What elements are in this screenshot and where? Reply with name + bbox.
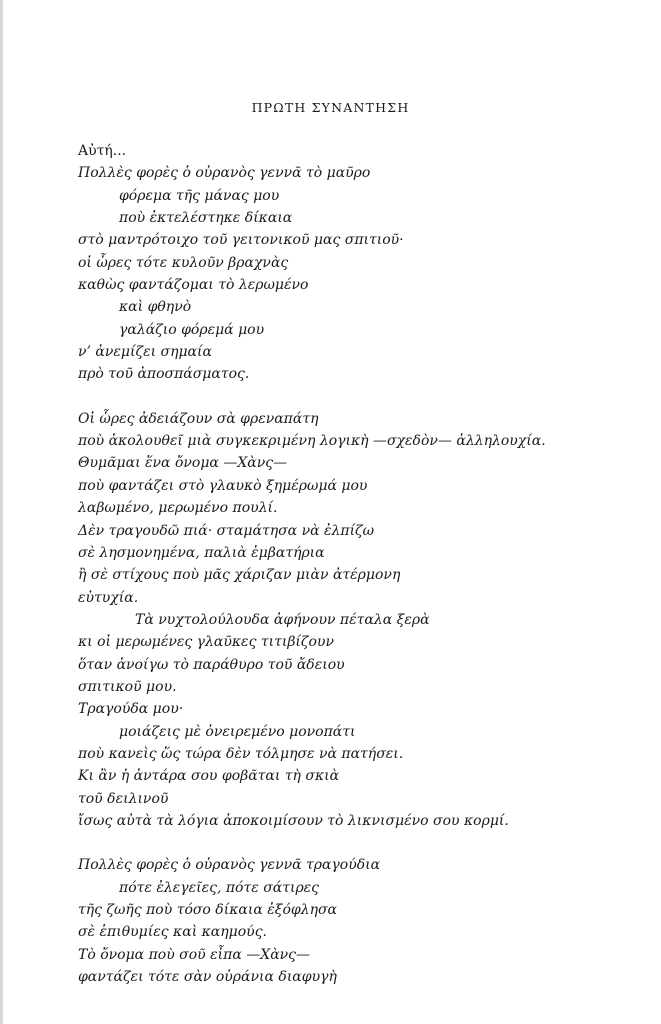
poem-line: κι οἱ μερωμένες γλαῦκες τιτιβίζουν (78, 634, 334, 651)
poem-line: καὶ φθηνὸ (119, 299, 192, 316)
stanza-break (78, 832, 638, 854)
poem-line: πρὸ τοῦ ἀποσπάσματος. (78, 366, 250, 383)
poem-line: Τραγούδα μου· (78, 701, 184, 718)
poem-line: στὸ μαντρότοιχο τοῦ γειτονικοῦ μας σπιτιοῦ· (78, 232, 404, 249)
poem-line: Αὐτή... (78, 143, 127, 159)
poem-line: Θυμᾶμαι ἕνα ὄνομα —Χὰνς— (78, 455, 288, 472)
poem-line: Δὲν τραγουδῶ πιά· σταμάτησα νὰ ἐλπίζω (78, 522, 375, 539)
poem-line: ἢ σὲ στίχους ποὺ μᾶς χάριζαν μιὰν ἀτέρμονη (78, 567, 401, 584)
poem-line: γαλάζιο φόρεμά μου (119, 321, 265, 338)
poem-line: φόρεμα τῆς μάνας μου (119, 187, 280, 204)
poem-line: σπιτικοῦ μου. (78, 678, 177, 695)
poem-line: ποὺ ἀκολουθεῖ μιὰ συγκεκριμένη λογικὴ —σχεδὸν— ἀλληλουχία. (78, 433, 546, 450)
stanza (78, 140, 638, 386)
poem-title: ΠΡΩΤΗ ΣΥΝΑΝΤΗΣΗ (251, 100, 410, 115)
poem-line: τοῦ δειλινοῦ (78, 790, 169, 807)
poem-line: ποὺ φαντάζει στὸ γλαυκὸ ξημέρωμά μου (78, 477, 368, 494)
poem-line: φαντάζει τότε σὰν οὐράνια διαφυγὴ (78, 969, 337, 986)
poem-body (78, 140, 638, 988)
poem-line: σὲ λησμονημένα, παλιὰ ἐμβατήρια (78, 544, 325, 561)
poem-line: καθὼς φαντάζομαι τὸ λερωμένο (78, 277, 309, 294)
poem-line: ν’ ἀνεμίζει σημαία (78, 344, 212, 361)
stanza (78, 408, 638, 833)
poem-line: ποὺ κανεὶς ὥς τώρα δὲν τόλμησε νὰ πατήσει. (78, 745, 404, 762)
poem-line: σὲ ἐπιθυμίες καὶ καημούς. (78, 924, 267, 941)
poem-line: ἴσως αὐτὰ τὰ λόγια ἀποκοιμίσουν τὸ λικνισμένο σου κορμί. (78, 812, 509, 829)
poem-line: ὅταν ἀνοίγω τὸ παράθυρο τοῦ ἄδειου (78, 656, 345, 673)
poem-line: Οἱ ὧρες ἀδειάζουν σὰ φρεναπάτη (78, 410, 319, 427)
poem-line: Πολλὲς φορὲς ὁ οὐρανὸς γεννᾶ τὸ μαῦρο (78, 165, 371, 182)
poem-line: Πολλὲς φορὲς ὁ οὐρανὸς γεννᾶ τραγούδια (78, 857, 381, 874)
poem-line: λαβωμένο, μερωμένο πουλί. (78, 500, 278, 517)
poem-line: τῆς ζωῆς ποὺ τόσο δίκαια ἐξόφλησα (78, 902, 337, 918)
stanza (78, 854, 638, 988)
stanza-break (78, 386, 638, 408)
poem-line: Τὸ ὄνομα ποὺ σοῦ εἶπα —Χὰνς— (78, 946, 311, 963)
poem-line: ποὺ ἐκτελέστηκε δίκαια (119, 210, 293, 227)
poem-line: πότε ἐλεγεῖες, πότε σάτιρες (119, 879, 320, 896)
poem-line: εὐτυχία. (78, 589, 139, 606)
page-edge-shadow (0, 0, 3, 1024)
poem-line: οἱ ὧρες τότε κυλοῦν βραχνὰς (78, 254, 289, 271)
poem-line: Τὰ νυχτολούλουδα ἀφήνουν πέταλα ξερὰ (135, 611, 430, 628)
poem-line: Κι ἂν ἡ ἀντάρα σου φοβᾶται τὴ σκιὰ (78, 768, 340, 785)
poem-line: μοιάζεις μὲ ὀνειρεμένο μονοπάτι (119, 723, 356, 740)
